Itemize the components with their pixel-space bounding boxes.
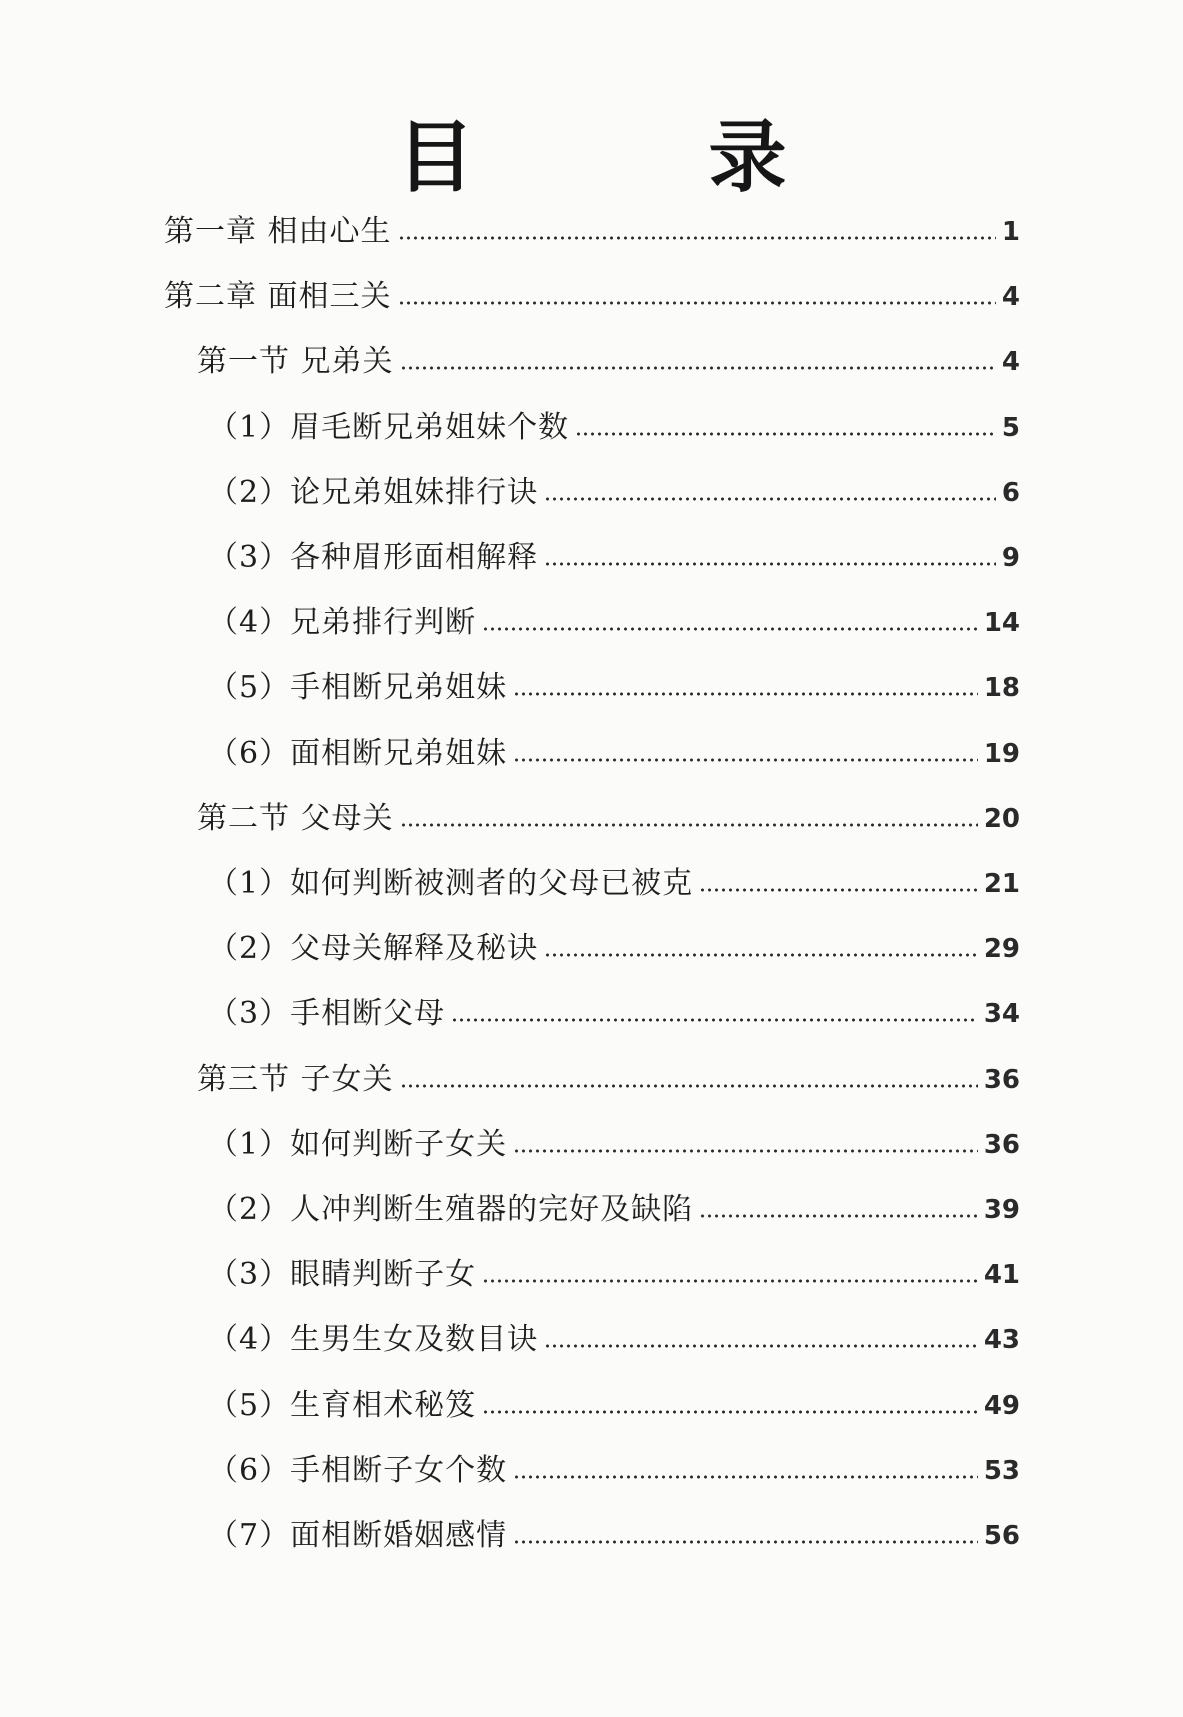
toc-entry-page-number: 4 — [1001, 347, 1020, 378]
toc-entry-page-number: 5 — [1001, 412, 1020, 443]
toc-entry — [197, 342, 1020, 382]
toc-entry-page-number: 53 — [983, 1455, 1020, 1486]
dot-leader — [482, 626, 978, 632]
toc-entry-label: （6）面相断兄弟姐妹 — [208, 735, 508, 771]
dot-leader — [400, 365, 996, 371]
dot-leader — [513, 1474, 978, 1480]
toc-entry — [208, 408, 1020, 448]
toc-entry — [208, 668, 1020, 708]
toc-entry — [164, 277, 1020, 317]
toc-entry — [208, 603, 1020, 643]
toc-entry — [164, 212, 1020, 252]
toc-entry-page-number: 18 — [983, 673, 1020, 704]
dot-leader — [482, 1278, 978, 1284]
toc-entry — [208, 864, 1020, 904]
toc-entry-page-number: 41 — [983, 1260, 1020, 1291]
toc-entry-label: （2）论兄弟姐妹排行诀 — [208, 474, 539, 510]
toc-entry-page-number: 9 — [1001, 543, 1020, 573]
toc-entry-page-number: 36 — [983, 1129, 1020, 1160]
toc-entry-label: （3）手相断父母 — [208, 996, 446, 1032]
page-title: 目 录 — [396, 112, 865, 203]
toc-entry-label: （1）眉毛断兄弟姐妹个数 — [208, 409, 570, 445]
toc-entry-page-number: 19 — [983, 738, 1020, 769]
toc-entry-page-number: 43 — [983, 1325, 1020, 1356]
toc-entry-label: （4）兄弟排行判断 — [208, 605, 477, 641]
toc-entry-label: （5）生育相术秘笈 — [208, 1387, 477, 1423]
dot-leader — [398, 235, 996, 241]
toc-entry-label: （6）手相断子女个数 — [208, 1452, 508, 1488]
toc-entry-label: （3）眼睛判断子女 — [208, 1257, 477, 1293]
toc-entry-label: （7）面相断婚姻感情 — [208, 1518, 508, 1553]
dot-leader — [544, 561, 996, 567]
toc-entry-page-number: 39 — [983, 1195, 1020, 1225]
toc-entry-page-number: 34 — [983, 999, 1020, 1030]
toc-entry-label: 第二节 父母关 — [197, 800, 394, 836]
toc-entry-label: 第一章 相由心生 — [164, 214, 392, 249]
toc-entry-page-number: 20 — [983, 803, 1020, 834]
toc-entry-label: （2）人冲判断生殖器的完好及缺陷 — [208, 1192, 694, 1227]
toc-entry-page-number: 21 — [983, 869, 1020, 899]
toc-entry-label: （3）各种眉形面相解释 — [208, 540, 539, 575]
toc-entry — [208, 1516, 1020, 1556]
toc-entry-label: 第一节 兄弟关 — [197, 344, 394, 380]
toc-entry-page-number: 4 — [1001, 282, 1020, 313]
dot-leader — [513, 1539, 978, 1545]
toc-entry — [208, 1125, 1020, 1165]
toc-entry-page-number: 56 — [983, 1521, 1020, 1551]
toc-entry-page-number: 14 — [983, 608, 1020, 639]
toc-entry — [208, 734, 1020, 774]
dot-leader — [482, 1409, 978, 1415]
toc-entry — [208, 1320, 1020, 1360]
toc-entry-page-number: 36 — [983, 1064, 1020, 1095]
dot-leader — [544, 496, 996, 502]
dot-leader — [400, 822, 978, 828]
toc-entry — [208, 538, 1020, 578]
dot-leader — [699, 1213, 978, 1219]
toc-entry — [208, 1255, 1020, 1295]
toc-entry — [208, 473, 1020, 513]
toc-entry-page-number: 1 — [1001, 217, 1020, 247]
toc-entry — [197, 799, 1020, 839]
toc-entry-label: （1）如何判断被测者的父母已被克 — [208, 866, 694, 901]
toc-entry-page-number: 29 — [983, 934, 1020, 965]
dot-leader — [575, 431, 996, 437]
toc-entry-page-number: 6 — [1001, 477, 1020, 508]
toc-entry-label: （4）生男生女及数目诀 — [208, 1322, 539, 1358]
toc-entry — [197, 1060, 1020, 1100]
toc-entry-label: （1）如何判断子女关 — [208, 1126, 508, 1162]
toc-entry-label: （2）父母关解释及秘诀 — [208, 931, 539, 967]
dot-leader — [513, 691, 978, 697]
toc-entry-page-number: 49 — [983, 1390, 1020, 1421]
toc-entry — [208, 1190, 1020, 1230]
dot-leader — [451, 1017, 978, 1023]
toc-entry — [208, 929, 1020, 969]
toc-entry-label: 第三节 子女关 — [197, 1061, 394, 1097]
dot-leader — [513, 757, 978, 763]
dot-leader — [513, 1148, 978, 1154]
toc-entry — [208, 994, 1020, 1034]
dot-leader — [544, 1343, 978, 1349]
dot-leader — [400, 1083, 978, 1089]
toc-entry-label: 第二章 面相三关 — [164, 279, 392, 315]
dot-leader — [544, 952, 978, 958]
toc-entry — [208, 1451, 1020, 1491]
dot-leader — [398, 300, 996, 306]
dot-leader — [699, 887, 978, 893]
toc-entry-label: （5）手相断兄弟姐妹 — [208, 670, 508, 706]
toc-entry — [208, 1386, 1020, 1426]
